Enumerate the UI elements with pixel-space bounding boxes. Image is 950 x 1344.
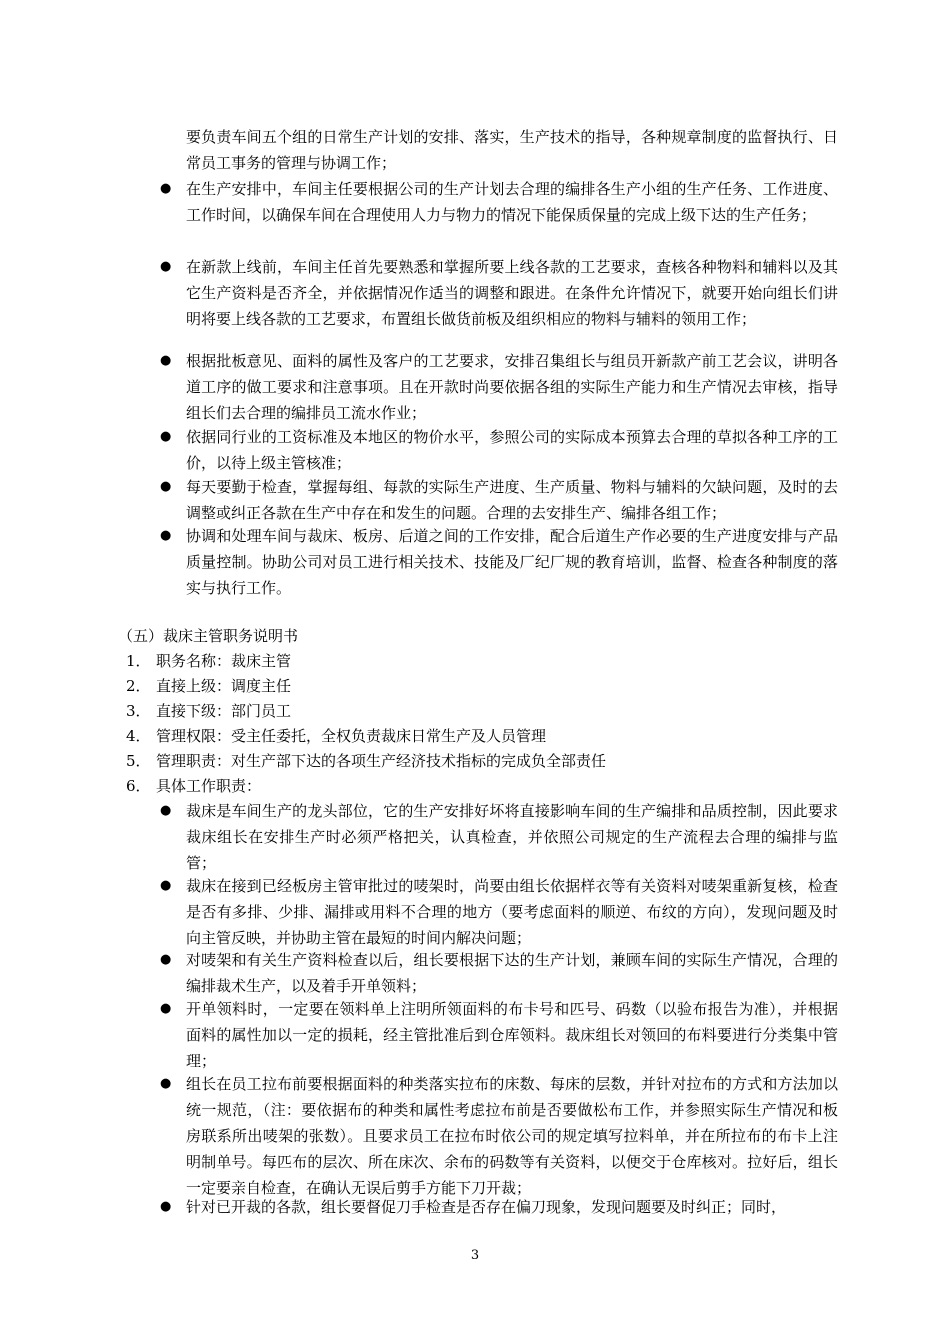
- list-item: [160, 1194, 838, 1220]
- list-item: [160, 947, 838, 999]
- item-number: 3．: [126, 702, 151, 720]
- bullet-icon: ●: [160, 429, 172, 444]
- numbered-item: [126, 673, 291, 699]
- bullet-icon: ●: [160, 479, 172, 494]
- list-item: [160, 873, 838, 951]
- numbered-item: [126, 723, 546, 749]
- list-item-text: 协调和处理车间与裁床、板房、后道之间的工作安排，配合后道生产作必要的生产进度安排与产品质量控制。协助公司对员工进行相关技术、技能及厂纪厂规的教育培训，监督、检查各种制度的落实与执行工作。: [186, 527, 838, 597]
- bullet-icon: ●: [160, 878, 172, 893]
- item-number: 4．: [126, 727, 151, 745]
- continuation-paragraph: 要负责车间五个组的日常生产计划的安排、落实，生产技术的指导，各种规章制度的监督执行、日常员工事务的管理与协调工作；: [186, 128, 838, 172]
- list-item-text: 组长在员工拉布前要根据面料的种类落实拉布的床数、每床的层数，并针对拉布的方式和方法加以统一规范，（注：要依据布的种类和属性考虑拉布前是否要做松布工作，并参照实际生产情况和板房联系所出唛架的张数）。且要求员工在拉布时依公司的规定填写拉料单，并在所拉布的布卡上注明制单号。每匹布的层次、所在床次、余布的码数等有关资料，以便交于仓库核对。拉好后，组长一定要亲自检查，在确认无误后剪手方能下刀开裁；: [186, 1075, 838, 1197]
- item-number: 1．: [126, 652, 151, 670]
- item-text: 直接下级：部门员工: [156, 702, 292, 720]
- list-item-text: 根据批板意见、面料的属性及客户的工艺要求，安排召集组长与组员开新款产前工艺会议，讲明各道工序的做工要求和注意事项。且在开款时尚要依据各组的实际生产能力和生产情况去审核，指导组长们去合理的编排员工流水作业；: [186, 352, 838, 422]
- section-title: （五）裁床主管职务说明书: [118, 627, 299, 645]
- item-text: 职务名称：裁床主管: [156, 652, 292, 670]
- item-text: 管理权限：受主任委托，全权负责裁床日常生产及人员管理: [156, 727, 547, 745]
- list-item-text: 在生产安排中，车间主任要根据公司的生产计划去合理的编排各生产小组的生产任务、工作进度、工作时间，以确保车间在合理使用人力与物力的情况下能保质保量的完成上级下达的生产任务；: [186, 180, 838, 224]
- numbered-item: [126, 698, 291, 724]
- list-item-text: 开单领料时，一定要在领料单上注明所领面料的布卡号和匹号、码数（以验布报告为准），并根据面料的属性加以一定的损耗，经主管批准后到仓库领料。裁床组长对领回的布料要进行分类集中管理；: [186, 1000, 838, 1070]
- bullet-icon: ●: [160, 528, 172, 543]
- bullet-icon: ●: [160, 353, 172, 368]
- list-item-text: 对唛架和有关生产资料检查以后，组长要根据下达的生产计划，兼顾车间的实际生产情况，合理的编排裁术生产，以及着手开单领料；: [186, 951, 838, 995]
- item-number: 6．: [126, 777, 151, 795]
- list-item: [160, 254, 838, 332]
- list-item: [160, 523, 838, 601]
- bullet-icon: ●: [160, 181, 172, 196]
- bullet-icon: ●: [160, 803, 172, 818]
- item-text: 直接上级：调度主任: [156, 677, 292, 695]
- list-item: [160, 348, 838, 426]
- bullet-icon: ●: [160, 1001, 172, 1016]
- numbered-item: [126, 648, 291, 674]
- list-item: [160, 996, 838, 1074]
- list-item: [160, 1071, 838, 1201]
- bullet-icon: ●: [160, 1199, 172, 1214]
- numbered-item: [126, 773, 261, 799]
- page-number: 3: [470, 1248, 480, 1263]
- list-item: [160, 474, 838, 526]
- list-item: [160, 424, 838, 476]
- list-item: [160, 176, 838, 228]
- list-item-text: 每天要勤于检查，掌握每组、每款的实际生产进度、生产质量、物料与辅料的欠缺问题，及时的去调整或纠正各款在生产中存在和发生的问题。合理的去安排生产、编排各组工作；: [186, 478, 838, 522]
- item-number: 2．: [126, 677, 151, 695]
- numbered-item: [126, 748, 606, 774]
- item-number: 5．: [126, 752, 151, 770]
- list-item-text: 裁床在接到已经板房主管审批过的唛架时，尚要由组长依据样衣等有关资料对唛架重新复核，检查是否有多排、少排、漏排或用料不合理的地方（要考虑面料的顺逆、布纹的方向），发现问题及时向主管反映，并协助主管在最短的时间内解决问题；: [186, 877, 838, 947]
- list-item-text: 裁床是车间生产的龙头部位，它的生产安排好坏将直接影响车间的生产编排和品质控制，因此要求裁床组长在安排生产时必须严格把关，认真检查，并依照公司规定的生产流程去合理的编排与监管；: [186, 802, 838, 872]
- bullet-icon: ●: [160, 952, 172, 967]
- item-text: 具体工作职责：: [156, 777, 262, 795]
- bullet-icon: ●: [160, 259, 172, 274]
- list-item-text: 依据同行业的工资标准及本地区的物价水平，参照公司的实际成本预算去合理的草拟各种工序的工价，以待上级主管核准；: [186, 428, 838, 472]
- item-text: 管理职责：对生产部下达的各项生产经济技术指标的完成负全部责任: [156, 752, 607, 770]
- list-item: [160, 798, 838, 876]
- list-item-text: 针对已开裁的各款，组长要督促刀手检查是否存在偏刀现象，发现问题要及时纠正；同时，: [186, 1198, 787, 1216]
- bullet-icon: ●: [160, 1076, 172, 1091]
- list-item-text: 在新款上线前，车间主任首先要熟悉和掌握所要上线各款的工艺要求，查核各种物料和辅料以及其它生产资料是否齐全，并依据情况作适当的调整和跟进。在条件允许情况下，就要开始向组长们讲明将要上线各款的工艺要求，布置组长做货前板及组织相应的物料与辅料的领用工作；: [186, 258, 838, 328]
